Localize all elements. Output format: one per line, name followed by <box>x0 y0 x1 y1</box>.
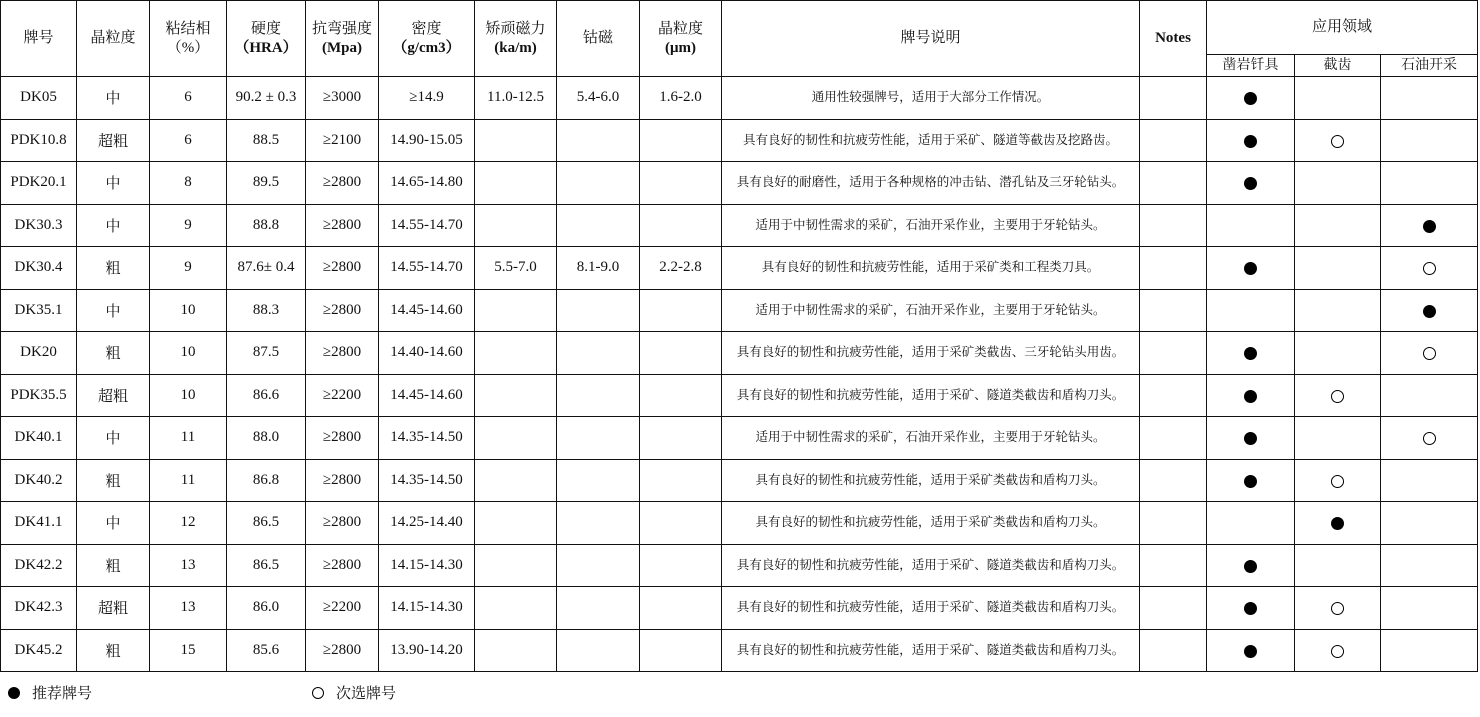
cell-coercivity <box>475 502 557 545</box>
cell-density: 14.90-15.05 <box>379 119 475 162</box>
header-tsr <box>306 1 379 77</box>
cell-notes <box>1140 459 1207 502</box>
cell-coercivity <box>475 374 557 417</box>
cell-cobalt-magnetic: 8.1-9.0 <box>557 247 640 290</box>
cell-description: 具有良好的韧性和抗疲劳性能，适用于采矿、隧道类截齿和盾构刀头。 <box>722 629 1140 672</box>
cell-grain-size <box>640 332 722 375</box>
cell-app-oil <box>1381 162 1478 205</box>
cell-notes <box>1140 247 1207 290</box>
cell-hardness: 86.6 <box>227 374 306 417</box>
cell-grade: PDK20.1 <box>1 162 77 205</box>
cell-coercivity <box>475 587 557 630</box>
cell-grain-size <box>640 204 722 247</box>
filled-circle-icon <box>1423 305 1436 318</box>
open-circle-icon <box>312 687 324 699</box>
cell-notes <box>1140 204 1207 247</box>
cell-app-cutting <box>1295 502 1381 545</box>
header-app-oil: 石油开采 <box>1381 55 1478 77</box>
cell-density: 14.25-14.40 <box>379 502 475 545</box>
cell-notes <box>1140 544 1207 587</box>
cell-tsr: ≥2800 <box>306 502 379 545</box>
header-grain-size-label: 晶粒度 <box>657 20 703 37</box>
cell-notes <box>1140 119 1207 162</box>
filled-circle-icon <box>1244 135 1257 148</box>
cell-density: 14.55-14.70 <box>379 204 475 247</box>
cell-app-rock <box>1207 629 1295 672</box>
cell-grain: 粗 <box>77 332 150 375</box>
header-coercivity-unit: (ka/m) <box>494 39 537 56</box>
cell-grain: 中 <box>77 502 150 545</box>
cell-density: 14.15-14.30 <box>379 587 475 630</box>
cell-grain-size <box>640 502 722 545</box>
cell-binder: 10 <box>150 374 227 417</box>
table-row <box>1 459 1478 502</box>
legend-recommended <box>8 682 92 703</box>
open-circle-icon <box>1423 347 1436 360</box>
cell-grain-size <box>640 544 722 587</box>
cell-binder: 9 <box>150 247 227 290</box>
cell-notes <box>1140 162 1207 205</box>
header-grade: 牌号 <box>1 1 77 77</box>
cell-hardness: 87.5 <box>227 332 306 375</box>
cell-coercivity <box>475 204 557 247</box>
cell-grain: 粗 <box>77 544 150 587</box>
cell-binder: 10 <box>150 289 227 332</box>
cell-grade: DK30.4 <box>1 247 77 290</box>
cell-coercivity <box>475 629 557 672</box>
cell-grade: DK42.2 <box>1 544 77 587</box>
cell-grade: PDK10.8 <box>1 119 77 162</box>
cell-app-rock <box>1207 247 1295 290</box>
cell-app-rock <box>1207 77 1295 120</box>
cell-coercivity: 11.0-12.5 <box>475 77 557 120</box>
header-description: 牌号说明 <box>722 1 1140 77</box>
cell-grade: PDK35.5 <box>1 374 77 417</box>
cell-density: 14.65-14.80 <box>379 162 475 205</box>
table-row <box>1 629 1478 672</box>
open-circle-icon <box>1331 475 1344 488</box>
filled-circle-icon <box>1244 645 1257 658</box>
cell-hardness: 88.0 <box>227 417 306 460</box>
header-cobalt-magnetic: 钴磁 <box>557 1 640 77</box>
header-tsr-unit: (Mpa) <box>322 39 362 56</box>
cell-grain-size <box>640 417 722 460</box>
cell-grain-size <box>640 459 722 502</box>
cell-binder: 13 <box>150 544 227 587</box>
cell-grade: DK45.2 <box>1 629 77 672</box>
table-row <box>1 204 1478 247</box>
cell-grade: DK35.1 <box>1 289 77 332</box>
cell-tsr: ≥2200 <box>306 374 379 417</box>
cell-app-cutting <box>1295 332 1381 375</box>
cell-app-oil <box>1381 374 1478 417</box>
cell-grade: DK20 <box>1 332 77 375</box>
cell-app-cutting <box>1295 119 1381 162</box>
header-app-cutting: 截齿 <box>1295 55 1381 77</box>
cell-app-oil <box>1381 459 1478 502</box>
cell-notes <box>1140 374 1207 417</box>
cell-binder: 13 <box>150 587 227 630</box>
cell-density: 14.35-14.50 <box>379 459 475 502</box>
cell-app-cutting <box>1295 374 1381 417</box>
cell-hardness: 86.5 <box>227 502 306 545</box>
open-circle-icon <box>1331 390 1344 403</box>
filled-circle-icon <box>1244 262 1257 275</box>
header-hardness <box>227 1 306 77</box>
cell-tsr: ≥2800 <box>306 459 379 502</box>
header-density <box>379 1 475 77</box>
cell-tsr: ≥2800 <box>306 247 379 290</box>
cell-app-oil <box>1381 204 1478 247</box>
cell-app-cutting <box>1295 417 1381 460</box>
cell-app-cutting <box>1295 629 1381 672</box>
cell-binder: 11 <box>150 417 227 460</box>
cell-app-cutting <box>1295 247 1381 290</box>
header-density-label: 密度 <box>411 20 442 37</box>
cell-grain-size: 1.6-2.0 <box>640 77 722 120</box>
cell-app-oil <box>1381 289 1478 332</box>
cell-tsr: ≥2800 <box>306 162 379 205</box>
filled-circle-icon <box>1244 390 1257 403</box>
cell-app-cutting <box>1295 162 1381 205</box>
cell-hardness: 90.2 ± 0.3 <box>227 77 306 120</box>
cell-binder: 9 <box>150 204 227 247</box>
cell-grade: DK05 <box>1 77 77 120</box>
table-row <box>1 417 1478 460</box>
cell-binder: 15 <box>150 629 227 672</box>
cell-hardness: 88.3 <box>227 289 306 332</box>
cell-grain-size <box>640 629 722 672</box>
filled-circle-icon <box>1244 432 1257 445</box>
table-row <box>1 502 1478 545</box>
cell-tsr: ≥2800 <box>306 332 379 375</box>
cell-app-rock <box>1207 204 1295 247</box>
cell-hardness: 85.6 <box>227 629 306 672</box>
cell-app-oil <box>1381 332 1478 375</box>
cell-app-oil <box>1381 77 1478 120</box>
header-binder-label: 粘结相 <box>165 20 211 37</box>
cell-cobalt-magnetic <box>557 629 640 672</box>
cell-description: 具有良好的韧性和抗疲劳性能，适用于采矿类和工程类刀具。 <box>722 247 1140 290</box>
table-row <box>1 77 1478 120</box>
cell-binder: 11 <box>150 459 227 502</box>
cell-app-rock <box>1207 502 1295 545</box>
filled-circle-icon <box>1244 177 1257 190</box>
cell-grain: 超粗 <box>77 587 150 630</box>
cell-description: 具有良好的韧性和抗疲劳性能，适用于采矿、隧道类截齿和盾构刀头。 <box>722 587 1140 630</box>
cell-grade: DK30.3 <box>1 204 77 247</box>
cell-description: 通用性较强牌号，适用于大部分工作情况。 <box>722 77 1140 120</box>
cell-coercivity: 5.5-7.0 <box>475 247 557 290</box>
cell-density: 14.45-14.60 <box>379 289 475 332</box>
cell-binder: 8 <box>150 162 227 205</box>
cell-tsr: ≥3000 <box>306 77 379 120</box>
cell-app-cutting <box>1295 587 1381 630</box>
cell-density: 14.45-14.60 <box>379 374 475 417</box>
cell-tsr: ≥2200 <box>306 587 379 630</box>
cell-tsr: ≥2100 <box>306 119 379 162</box>
cell-cobalt-magnetic <box>557 119 640 162</box>
cell-density: 14.40-14.60 <box>379 332 475 375</box>
open-circle-icon <box>1423 262 1436 275</box>
table-row <box>1 247 1478 290</box>
cell-app-rock <box>1207 332 1295 375</box>
cell-app-rock <box>1207 544 1295 587</box>
cell-cobalt-magnetic <box>557 289 640 332</box>
cell-density: 14.35-14.50 <box>379 417 475 460</box>
table-row <box>1 119 1478 162</box>
cell-app-rock <box>1207 119 1295 162</box>
cell-hardness: 87.6± 0.4 <box>227 247 306 290</box>
cell-coercivity <box>475 544 557 587</box>
legend-alternative-label: 次选牌号 <box>336 684 397 702</box>
cell-coercivity <box>475 417 557 460</box>
cell-grain: 粗 <box>77 459 150 502</box>
cell-grain-size <box>640 587 722 630</box>
header-grain-size-unit: (μm) <box>665 39 696 56</box>
cell-app-rock <box>1207 459 1295 502</box>
header-app-rock: 凿岩钎具 <box>1207 55 1295 77</box>
cell-app-oil <box>1381 587 1478 630</box>
header-application: 应用领域 <box>1207 1 1478 55</box>
cell-binder: 12 <box>150 502 227 545</box>
legend-recommended-label: 推荐牌号 <box>32 684 93 702</box>
table-row <box>1 544 1478 587</box>
header-binder-unit: （%） <box>166 39 210 56</box>
header-tsr-label: 抗弯强度 <box>311 20 372 37</box>
header-grain-size <box>640 1 722 77</box>
cell-cobalt-magnetic <box>557 204 640 247</box>
cell-cobalt-magnetic <box>557 162 640 205</box>
cell-grain: 中 <box>77 162 150 205</box>
header-density-unit: （g/cm3） <box>392 39 461 56</box>
filled-circle-icon <box>8 687 20 699</box>
cell-grain-size <box>640 289 722 332</box>
cell-app-cutting <box>1295 204 1381 247</box>
cell-grade: DK42.3 <box>1 587 77 630</box>
header-grain: 晶粒度 <box>77 1 150 77</box>
filled-circle-icon <box>1244 602 1257 615</box>
cell-density: 14.15-14.30 <box>379 544 475 587</box>
cell-notes <box>1140 77 1207 120</box>
cell-description: 适用于中韧性需求的采矿，石油开采作业，主要用于牙轮钻头。 <box>722 289 1140 332</box>
cell-binder: 6 <box>150 77 227 120</box>
cell-grain-size <box>640 162 722 205</box>
cell-cobalt-magnetic <box>557 332 640 375</box>
cell-tsr: ≥2800 <box>306 629 379 672</box>
table-row <box>1 587 1478 630</box>
cell-cobalt-magnetic <box>557 459 640 502</box>
cell-grain: 中 <box>77 417 150 460</box>
cell-app-rock <box>1207 289 1295 332</box>
open-circle-icon <box>1331 602 1344 615</box>
cell-tsr: ≥2800 <box>306 417 379 460</box>
cell-grain: 超粗 <box>77 374 150 417</box>
cell-description: 具有良好的韧性和抗疲劳性能，适用于采矿、隧道类截齿和盾构刀头。 <box>722 374 1140 417</box>
cell-density: ≥14.9 <box>379 77 475 120</box>
cell-grain-size <box>640 119 722 162</box>
cell-hardness: 88.5 <box>227 119 306 162</box>
cell-hardness: 86.5 <box>227 544 306 587</box>
cell-app-oil <box>1381 502 1478 545</box>
header-hardness-label: 硬度 <box>250 20 281 37</box>
cell-description: 具有良好的韧性和抗疲劳性能，适用于采矿类截齿和盾构刀头。 <box>722 502 1140 545</box>
cell-grain: 超粗 <box>77 119 150 162</box>
filled-circle-icon <box>1244 347 1257 360</box>
cell-grade: DK40.2 <box>1 459 77 502</box>
cell-app-rock <box>1207 162 1295 205</box>
table-row <box>1 162 1478 205</box>
cell-cobalt-magnetic <box>557 587 640 630</box>
cell-app-rock <box>1207 587 1295 630</box>
cell-description: 具有良好的耐磨性，适用于各种规格的冲击钻、潜孔钻及三牙轮钻头。 <box>722 162 1140 205</box>
filled-circle-icon <box>1331 517 1344 530</box>
cell-app-cutting <box>1295 77 1381 120</box>
cell-grain: 中 <box>77 289 150 332</box>
cell-app-cutting <box>1295 289 1381 332</box>
cell-app-rock <box>1207 417 1295 460</box>
cell-notes <box>1140 587 1207 630</box>
cell-coercivity <box>475 162 557 205</box>
table-row <box>1 374 1478 417</box>
cell-coercivity <box>475 289 557 332</box>
cell-coercivity <box>475 332 557 375</box>
header-notes: Notes <box>1140 1 1207 77</box>
cell-grade: DK41.1 <box>1 502 77 545</box>
legend-alternative <box>312 682 396 703</box>
cell-notes <box>1140 417 1207 460</box>
cell-notes <box>1140 629 1207 672</box>
cell-binder: 10 <box>150 332 227 375</box>
cell-hardness: 86.0 <box>227 587 306 630</box>
cell-cobalt-magnetic <box>557 544 640 587</box>
cell-grain-size: 2.2-2.8 <box>640 247 722 290</box>
cell-tsr: ≥2800 <box>306 204 379 247</box>
cell-coercivity <box>475 119 557 162</box>
cell-notes <box>1140 332 1207 375</box>
filled-circle-icon <box>1244 560 1257 573</box>
cell-grain: 粗 <box>77 629 150 672</box>
cell-description: 适用于中韧性需求的采矿，石油开采作业，主要用于牙轮钻头。 <box>722 417 1140 460</box>
cell-app-oil <box>1381 247 1478 290</box>
filled-circle-icon <box>1244 92 1257 105</box>
open-circle-icon <box>1423 432 1436 445</box>
cell-description: 具有良好的韧性和抗疲劳性能，适用于采矿类截齿和盾构刀头。 <box>722 459 1140 502</box>
cell-cobalt-magnetic <box>557 502 640 545</box>
cell-app-oil <box>1381 544 1478 587</box>
cell-app-oil <box>1381 119 1478 162</box>
cell-hardness: 89.5 <box>227 162 306 205</box>
cell-grain: 中 <box>77 77 150 120</box>
cell-app-oil <box>1381 417 1478 460</box>
cell-description: 具有良好的韧性和抗疲劳性能，适用于采矿、隧道类截齿和盾构刀头。 <box>722 544 1140 587</box>
cell-tsr: ≥2800 <box>306 289 379 332</box>
header-coercivity-label: 矫顽磁力 <box>485 20 546 37</box>
cell-notes <box>1140 502 1207 545</box>
cell-app-cutting <box>1295 544 1381 587</box>
cell-app-cutting <box>1295 459 1381 502</box>
cell-binder: 6 <box>150 119 227 162</box>
table-row <box>1 289 1478 332</box>
cell-grain: 粗 <box>77 247 150 290</box>
cell-cobalt-magnetic <box>557 417 640 460</box>
header-binder <box>150 1 227 77</box>
header-coercivity <box>475 1 557 77</box>
cell-cobalt-magnetic: 5.4-6.0 <box>557 77 640 120</box>
filled-circle-icon <box>1423 220 1436 233</box>
table-row <box>1 332 1478 375</box>
cell-grain: 中 <box>77 204 150 247</box>
cell-description: 具有良好的韧性和抗疲劳性能，适用于采矿、隧道等截齿及挖路齿。 <box>722 119 1140 162</box>
cell-tsr: ≥2800 <box>306 544 379 587</box>
open-circle-icon <box>1331 645 1344 658</box>
open-circle-icon <box>1331 135 1344 148</box>
cell-hardness: 86.8 <box>227 459 306 502</box>
cell-app-rock <box>1207 374 1295 417</box>
cell-hardness: 88.8 <box>227 204 306 247</box>
cell-description: 适用于中韧性需求的采矿，石油开采作业，主要用于牙轮钻头。 <box>722 204 1140 247</box>
cell-grade: DK40.1 <box>1 417 77 460</box>
cell-coercivity <box>475 459 557 502</box>
cell-cobalt-magnetic <box>557 374 640 417</box>
cell-density: 13.90-14.20 <box>379 629 475 672</box>
cell-grain-size <box>640 374 722 417</box>
filled-circle-icon <box>1244 475 1257 488</box>
cell-description: 具有良好的韧性和抗疲劳性能，适用于采矿类截齿、三牙轮钻头用齿。 <box>722 332 1140 375</box>
cell-notes <box>1140 289 1207 332</box>
cell-app-oil <box>1381 629 1478 672</box>
header-hardness-unit: （HRA） <box>234 39 298 56</box>
cell-density: 14.55-14.70 <box>379 247 475 290</box>
